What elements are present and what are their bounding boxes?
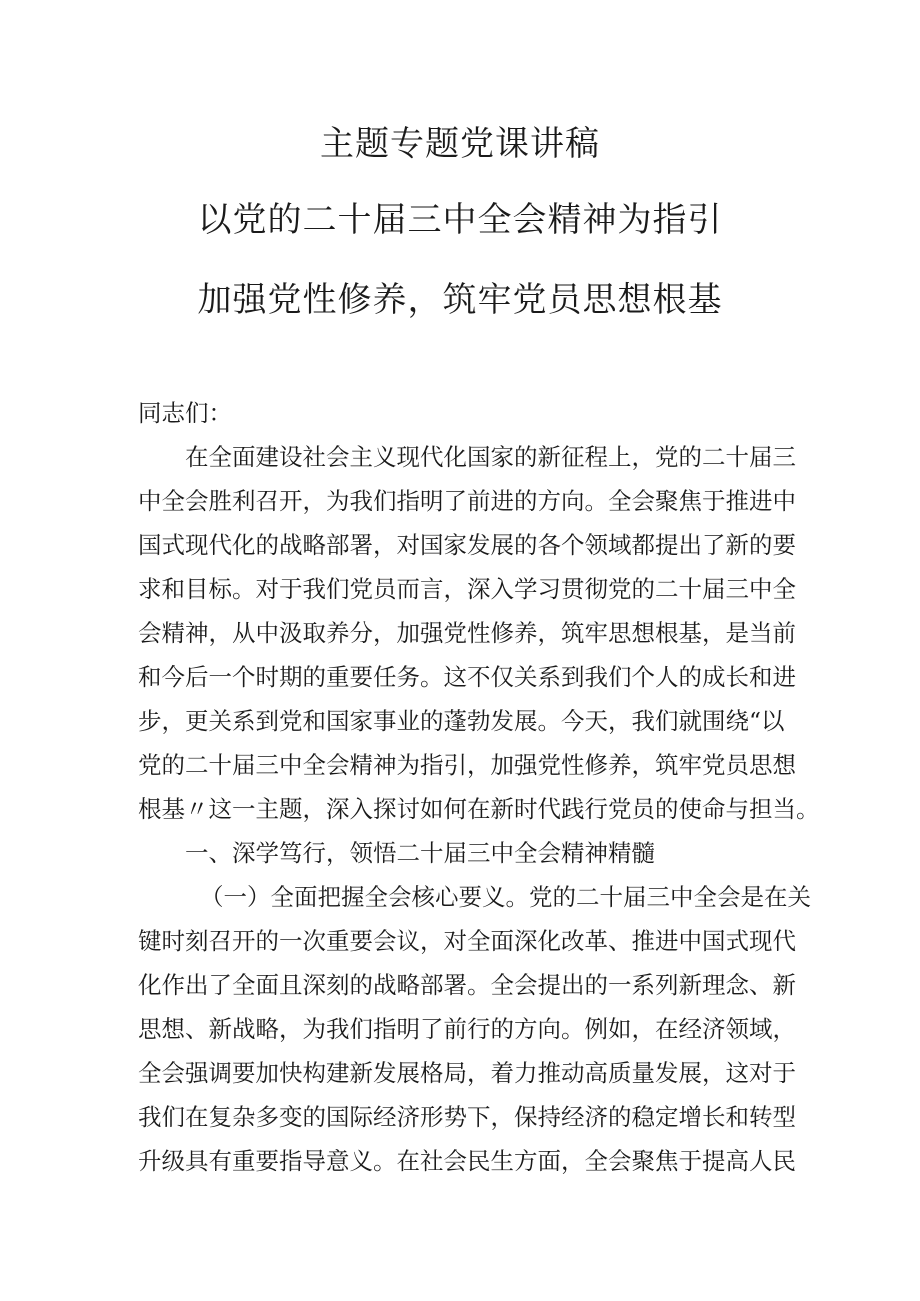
subsection-paragraph-line: （一）全面把握全会核心要义。党的二十届三中全会是在关	[200, 883, 811, 911]
paragraph-line: 中全会胜利召开，为我们指明了前进的方向。全会聚焦于推进中	[138, 487, 796, 515]
paragraph-line: 国式现代化的战略部署，对国家发展的各个领域都提出了新的要	[138, 531, 796, 559]
paragraph-line: 在全面建设社会主义现代化国家的新征程上，党的二十届三	[185, 443, 796, 471]
paragraph-line: 根基〃这一主题，深入探讨如何在新时代践行党员的使命与担当。	[138, 795, 820, 823]
paragraph-line: 全会强调要加快构建新发展格局，着力推动高质量发展，这对于	[138, 1059, 796, 1087]
section-heading: 一、深学笃行，领悟二十届三中全会精神精髓	[185, 839, 655, 867]
paragraph-line: 步，更关系到党和国家事业的蓬勃发展。今天，我们就围绕“以	[138, 707, 785, 735]
paragraph-line: 求和目标。对于我们党员而言，深入学习贯彻党的二十届三中全	[138, 575, 796, 603]
document-title-type: 主题专题党课讲稿	[320, 124, 600, 164]
paragraph-line: 思想、新战略，为我们指明了前行的方向。例如，在经济领域，	[138, 1015, 796, 1043]
paragraph-line: 党的二十届三中全会精神为指引，加强党性修养，筑牢党员思想	[138, 751, 796, 779]
paragraph-line: 我们在复杂多变的国际经济形势下，保持经济的稳定增长和转型	[138, 1103, 796, 1131]
document-title-main: 以党的二十届三中全会精神为指引	[197, 200, 723, 240]
paragraph-line: 化作出了全面且深刻的战略部署。全会提出的一系列新理念、新	[138, 971, 796, 999]
paragraph-line: 升级具有重要指导意义。在社会民生方面，全会聚焦于提高人民	[138, 1147, 796, 1175]
paragraph-line: 键时刻召开的一次重要会议，对全面深化改革、推进中国式现代	[138, 927, 796, 955]
paragraph-line: 会精神，从中汲取养分，加强党性修养，筑牢思想根基，是当前	[138, 619, 796, 647]
document-title-sub: 加强党性修养，筑牢党员思想根基	[197, 280, 723, 320]
paragraph-line: 和今后一个时期的重要任务。这不仅关系到我们个人的成长和进	[138, 663, 796, 691]
salutation: 同志们：	[138, 399, 232, 427]
